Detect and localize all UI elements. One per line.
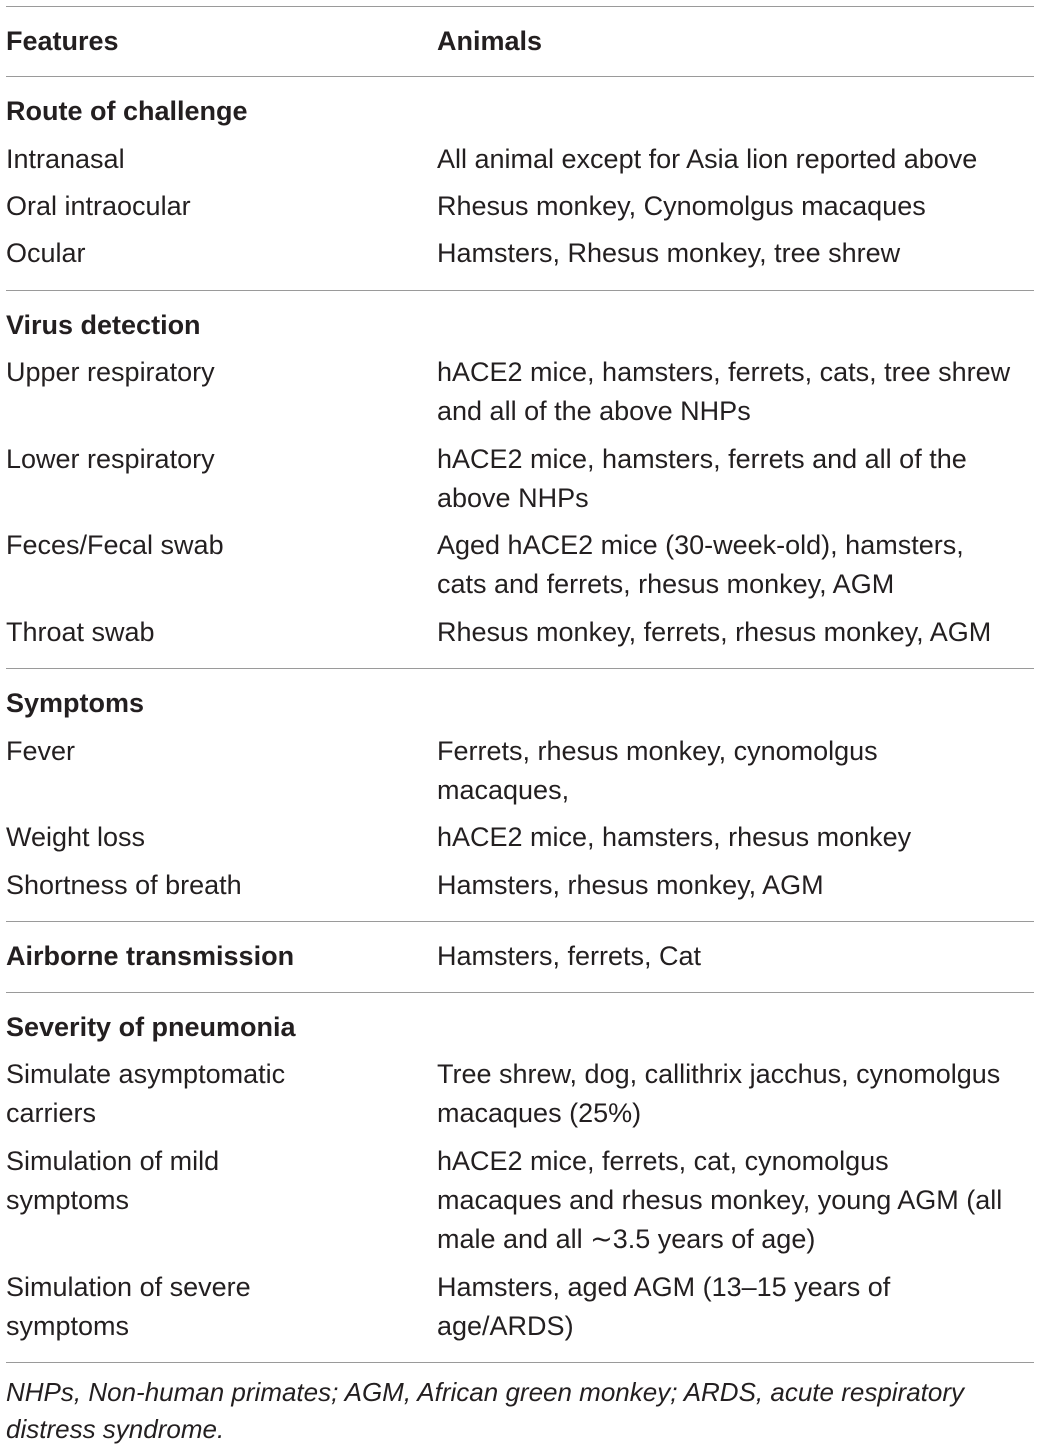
animals-cell: All animal except for Asia lion reported above	[437, 144, 978, 174]
animals-cell: hACE2 mice, ferrets, cat, cynomolgus	[437, 1146, 889, 1176]
animals-cell: Rhesus monkey, Cynomolgus macaques	[437, 191, 926, 221]
header-animals: Animals	[437, 26, 543, 56]
section-rule	[6, 921, 1034, 922]
feature-cell: symptoms	[6, 1311, 130, 1341]
animals-cell: hACE2 mice, hamsters, ferrets, cats, tree shrew	[437, 357, 1011, 387]
feature-cell: Weight loss	[6, 822, 146, 852]
header-features: Features	[6, 26, 119, 56]
animals-cell: cats and ferrets, rhesus monkey, AGM	[437, 569, 895, 599]
feature-cell: Ocular	[6, 238, 86, 268]
table-bottom-rule	[6, 1362, 1034, 1363]
feature-cell: Lower respiratory	[6, 444, 215, 474]
animals-cell: Hamsters, ferrets, Cat	[437, 941, 702, 971]
animals-cell: Rhesus monkey, ferrets, rhesus monkey, AGM	[437, 617, 992, 647]
animals-cell: age/ARDS)	[437, 1311, 574, 1341]
header-rule	[6, 76, 1034, 77]
feature-cell: Throat swab	[6, 617, 155, 647]
feature-cell: carriers	[6, 1098, 97, 1128]
animals-cell: hACE2 mice, hamsters, ferrets and all of the	[437, 444, 967, 474]
feature-cell: Oral intraocular	[6, 191, 191, 221]
animals-cell: male and all ∼3.5 years of age)	[437, 1224, 816, 1254]
animals-cell: Hamsters, rhesus monkey, AGM	[437, 870, 824, 900]
animals-cell: above NHPs	[437, 483, 589, 513]
animals-cell: Tree shrew, dog, callithrix jacchus, cynomolgus	[437, 1059, 1001, 1089]
feature-cell: Simulation of severe	[6, 1272, 251, 1302]
animals-cell: macaques and rhesus monkey, young AGM (all	[437, 1185, 1003, 1215]
section-rule	[6, 668, 1034, 669]
animals-cell: Hamsters, aged AGM (13–15 years of	[437, 1272, 891, 1302]
feature-cell: Simulate asymptomatic	[6, 1059, 286, 1089]
feature-cell: Intranasal	[6, 144, 125, 174]
animals-cell: macaques,	[437, 775, 570, 805]
feature-cell: Fever	[6, 736, 76, 766]
section-title: Airborne transmission	[6, 941, 295, 971]
animals-cell: macaques (25%)	[437, 1098, 642, 1128]
animals-cell: and all of the above NHPs	[437, 396, 751, 426]
animals-cell: hACE2 mice, hamsters, rhesus monkey	[437, 822, 912, 852]
feature-cell: Shortness of breath	[6, 870, 242, 900]
feature-cell: Feces/Fecal swab	[6, 530, 224, 560]
feature-cell: symptoms	[6, 1185, 130, 1215]
section-title: Virus detection	[6, 310, 201, 340]
section-rule	[6, 290, 1034, 291]
section-title: Symptoms	[6, 688, 145, 718]
section-title: Route of challenge	[6, 96, 248, 126]
table-top-rule	[6, 6, 1034, 7]
section-title: Severity of pneumonia	[6, 1012, 296, 1042]
table-footnote: NHPs, Non-human primates; AGM, African green monkey; ARDS, acute respiratory distress syndrome.	[6, 1377, 965, 1444]
feature-cell: Simulation of mild	[6, 1146, 220, 1176]
section-rule	[6, 992, 1034, 993]
animals-cell: Hamsters, Rhesus monkey, tree shrew	[437, 238, 901, 268]
animals-cell: Ferrets, rhesus monkey, cynomolgus	[437, 736, 878, 766]
feature-cell: Upper respiratory	[6, 357, 215, 387]
animals-cell: Aged hACE2 mice (30-week-old), hamsters,	[437, 530, 964, 560]
